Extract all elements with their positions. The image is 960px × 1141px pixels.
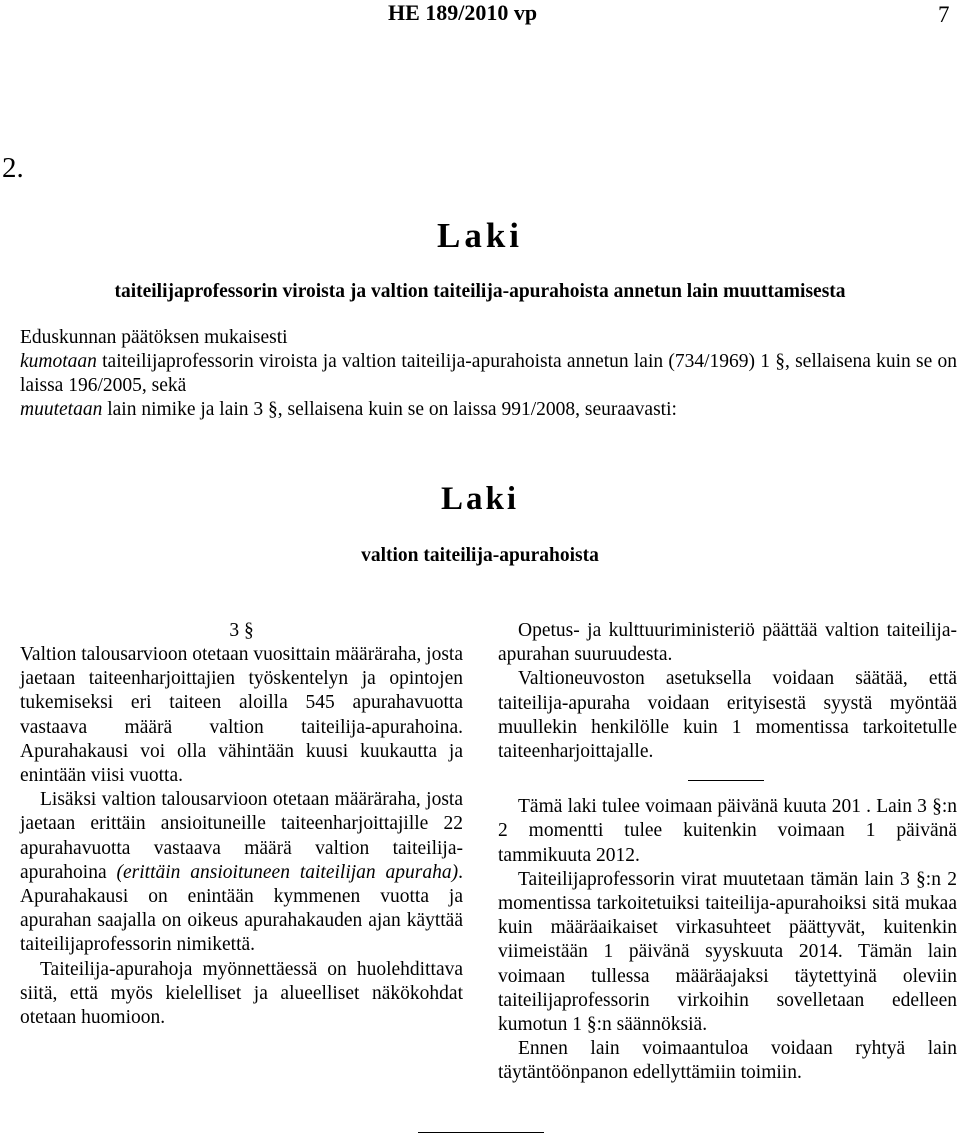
paragraph-2: Lisäksi valtion talousarvioon otetaan määräraha, josta jaetaan erittäin ansioituneille taiteenharjoittajille 22 apurahavuotta vastaava määrä valtion taiteilija-apurahoina (erittäin ansioituneen taiteilijan apuraha). Apurahakausi on enintään kymmenen vuotta ja apurahan saajalla on oikeus apurahakauden ajan käyttää taiteilijaprofessorin nimikettä. [20,789,463,956]
amend-keyword: muutetaan [20,399,103,420]
transitional-provision: Taiteilijaprofessorin virat muutetaan tämän lain 3 §:n 2 momentissa tarkoitetuiksi taiteilija-apurahoiksi sitä mukaa kuin määräaikaiset virkasuhteet päättyvät, kuitenkin viimeistään 1 päivänä syyskuuta 2014. Tämän lain voimaan tullessa määräajaksi täytettyinä oleviin taiteilijaprofessorin virkoihin sovelletaan edelleen kumotun 1 §:n säännöksiä. [498,868,957,1036]
paragraph-3: Taiteilija-apurahoja myönnettäessä on huolehdittava siitä, että myös kielelliset ja alueelliset näkökohdat otetaan huomioon. [20,958,463,1029]
implementation-provision: Ennen lain voimaantuloa voidaan ryhtyä lain täytäntöönpanon edellyttämiin toimiin. [498,1038,957,1084]
document-id: HE 189/2010 vp [388,0,538,25]
enacting-formula: Eduskunnan päätöksen mukaisesti [20,327,288,348]
repeal-text: taiteilijaprofessorin viroista ja valtion taiteilija-apurahoista annetun lain (734/1969) 1 §, sellaisena kuin se on laissa 196/2005, sekä [20,351,957,396]
section-divider [688,780,764,781]
end-divider [418,1132,544,1133]
paragraph-1: Valtion talousarvioon otetaan vuosittain määräraha, josta jaetaan taiteenharjoittajien työskentelyn ja opintojen tukemiseksi eri taiteen aloilla 545 apurahavuotta vastaava määrä valtion taiteilija-apurahoina. Apurahakausi voi olla vähintään kuusi kuukautta ja enintään viisi vuotta. [20,644,463,787]
repeal-clause [20,350,957,398]
left-column [20,643,463,1030]
section-heading: 3 § [229,620,254,641]
amend-text: lain nimike ja lain 3 §, sellaisena kuin se on laissa 991/2008, seuraavasti: [102,399,677,420]
law-heading: Laki [436,216,524,255]
repeal-keyword: kumotaan [20,351,97,372]
entry-into-force: Tämä laki tulee voimaan päivänä kuuta 201 . Lain 3 §:n 2 momentti tulee kuitenkin voimaan 1 päivänä tammikuuta 2012. [498,796,957,866]
right-column [498,619,957,1086]
law-title: taiteilijaprofessorin viroista ja valtion taiteilija-apurahoista annetun lain muuttamisesta [114,281,846,302]
enacting-clause [20,326,957,422]
amend-clause [20,398,957,422]
paragraph-5: Valtioneuvoston asetuksella voidaan säätää, että taiteilija-apuraha voidaan erityisestä syystä myöntää muullekin henkilölle kuin 1 momentissa tarkoitetulle taiteenharjoittajalle. [498,668,957,763]
new-law-heading: Laki [440,481,520,517]
page-number: 7 [938,2,950,27]
paragraph-4: Opetus- ja kulttuuriministeriö päättää valtion taiteilija-apurahan suuruudesta. [498,620,957,666]
item-number: 2. [2,152,24,184]
new-law-title: valtion taiteilija-apurahoista [361,545,599,566]
